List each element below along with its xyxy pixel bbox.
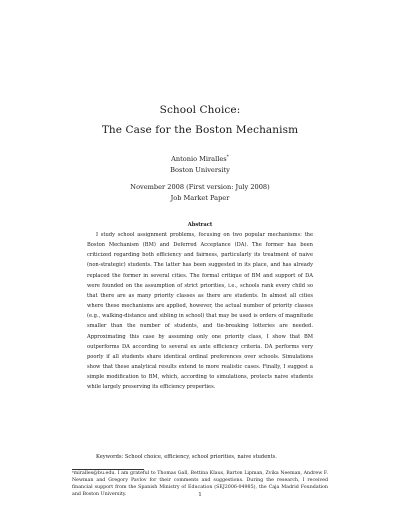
footnote-text: miralles@bu.edu. I am grateful to Thomas Gall, Bettina Klaus, Barton Lipman, Zvika Neeman, Andrew F. Newman and Gregory Pavlov for their comments and suggestions. During the research, I received financial support from the Spanish Ministry of Education (SEJ2006-04985), the Caja Madrid Foundation and Boston University. (72, 471, 328, 498)
paper-title-line-2: The Case for the Boston Mechanism (101, 124, 299, 136)
paper-type: Job Market Paper (170, 194, 230, 202)
keywords-line: Keywords: School choice, efficiency, school priorities, naive students. (96, 454, 277, 460)
paper-title-line-1: School Choice: (159, 104, 241, 116)
version-dates: November 2008 (First version: July 2008) (130, 183, 270, 191)
author-name-text: Antonio Miralles (171, 155, 227, 163)
abstract-heading: Abstract (187, 222, 213, 228)
abstract-body: I study school assignment problems, focusing on two popular mechanisms: the Boston Mechanism (BM) and Deferred Acceptance (DA). The former has been criticized regarding both efficiency and fairness, particularly its treatment of naive (non-strategic) students. The latter has been suggested in its place, and has already replaced the former in several cities. The formal critique of BM and support of DA were founded on the assumption of strict priorities, i.e., schools rank every child so that there are as many priority classes as there are students. In almost all cities where these mechanisms are applied, however, the actual number of priority classes (e.g., walking-distance and sibling in school) that may be used is orders of magnitude smaller than the number of students, and tie-breaking lotteries are needed. Approximating this case by assuming only one priority class, I show that BM outperforms DA according to several ex ante efficiency criteria. DA performs very poorly if all students share identical ordinal preferences over schools. Simulations show that these analytical results extend to more realistic cases. Finally, I suggest a simple modification to BM, which, according to simulations, protects naive students while largely preserving its efficiency properties. (87, 232, 313, 391)
page-number: 1 (198, 492, 202, 498)
author-footnote-mark: * (226, 155, 229, 160)
author-name (0, 154, 400, 164)
footnote-mark: * (72, 471, 74, 475)
author-affiliation: Boston University (170, 166, 230, 174)
